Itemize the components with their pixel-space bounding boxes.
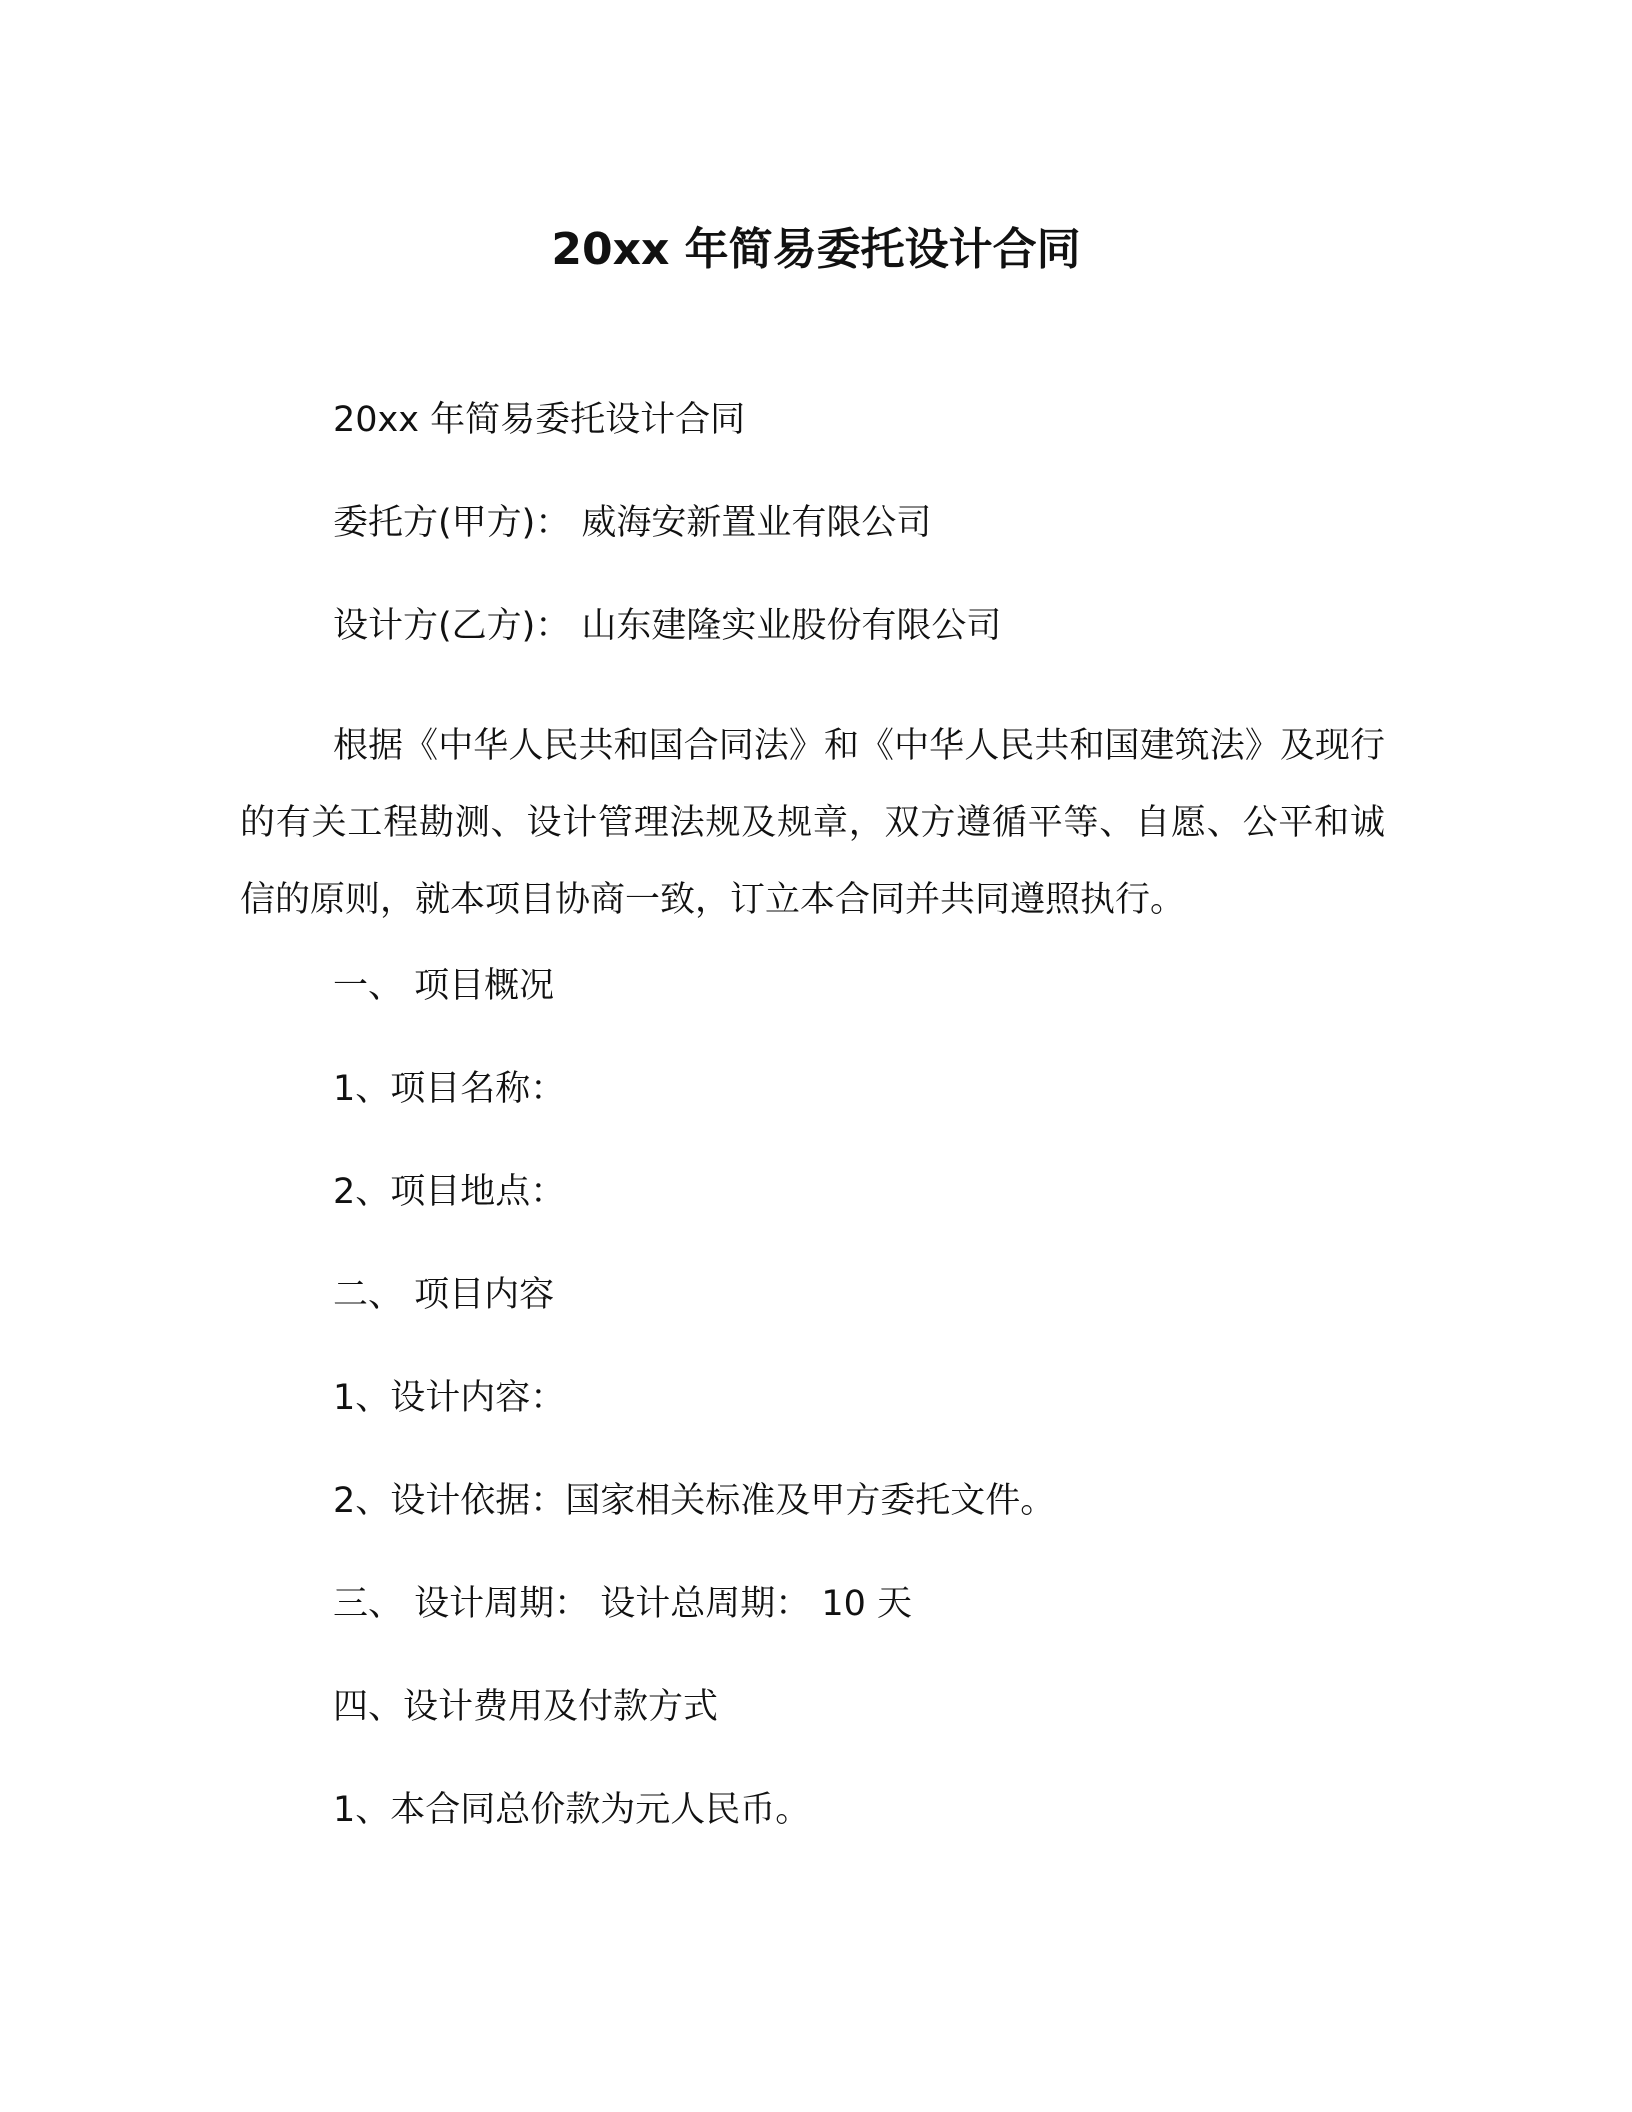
design-basis-line: 2、设计依据：国家相关标准及甲方委托文件。 <box>333 1481 1056 1521</box>
section-project-overview: 一、 项目概况 <box>333 966 555 1006</box>
design-content-line: 1、设计内容： <box>333 1378 566 1418</box>
contract-subtitle: 20xx 年简易委托设计合同 <box>333 400 746 440</box>
section-project-content: 二、 项目内容 <box>333 1275 555 1315</box>
project-location-line: 2、项目地点： <box>333 1172 566 1212</box>
party-b-line: 设计方(乙方)： 山东建隆实业股份有限公司 <box>333 606 1002 646</box>
intro-paragraph: 根据《中华人民共和国合同法》和《中华人民共和国建筑法》及现行的有关工程勘测、设计管理法规及规章，双方遵循平等、自愿、公平和诚信的原则，就本项目协商一致，订立本合同并共同遵照执行。 <box>240 726 1385 920</box>
party-a-line: 委托方(甲方)： 威海安新置业有限公司 <box>333 503 932 543</box>
section-design-period: 三、 设计周期： 设计总周期： 10 天 <box>333 1584 913 1624</box>
document-title: 20xx 年简易委托设计合同 <box>551 224 1081 275</box>
project-name-line: 1、项目名称： <box>333 1069 566 1109</box>
section-fees-payment: 四、设计费用及付款方式 <box>333 1687 719 1727</box>
total-price-line: 1、本合同总价款为元人民币。 <box>333 1790 811 1830</box>
